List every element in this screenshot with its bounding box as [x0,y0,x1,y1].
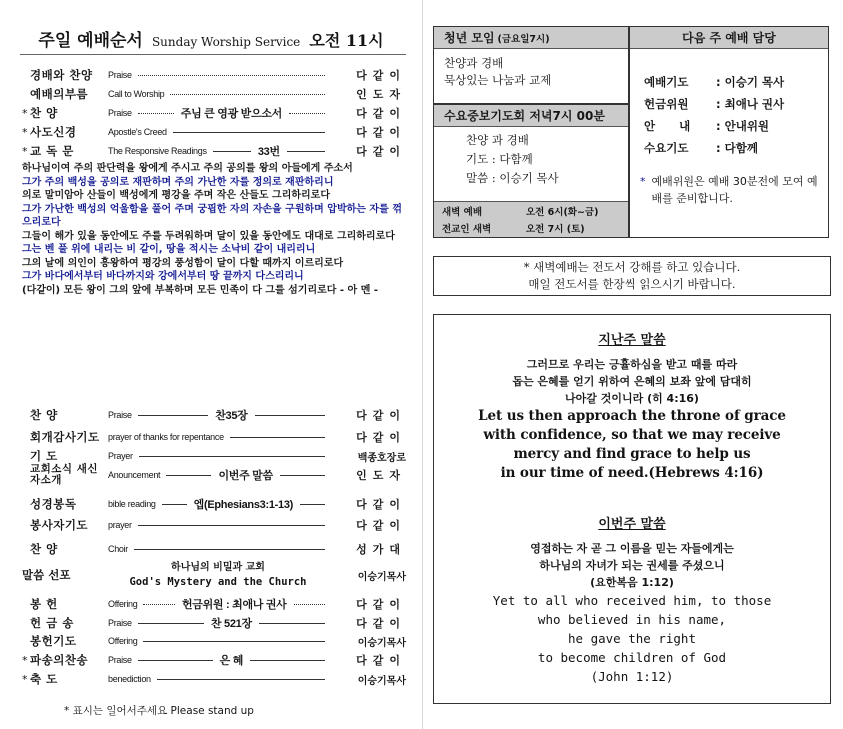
dawn-time: 오전 7시 (토) [526,223,585,235]
prayer-title: 수요중보기도회 저녁7시 00분 [434,105,628,127]
youth-line: 묵상있는 나눔과 교제 [444,73,552,87]
duty-item: 예배기도 : 이승기 목사 [644,75,785,89]
youth-meeting-box [433,26,629,104]
order-row [22,85,406,103]
order-row [22,142,406,160]
order-detail [108,432,328,442]
notice-line: 매일 전도서를 한장씩 읽으시기 바랍니다. [528,277,736,291]
order-detail [108,407,328,423]
sermon-title-ko: 하나님의 비밀과 교회 [171,562,265,573]
order-leader: 다같이 [356,69,406,82]
title-time: 오전 11시 [309,31,384,50]
title-divider [20,54,406,55]
order-leader: 다같이 [356,519,406,532]
order-english: prayer [108,520,132,530]
order-row [22,516,406,534]
order-row [22,540,406,558]
order-detail [108,615,328,631]
order-detail [108,544,328,554]
order-leader: 인도자 [356,469,406,482]
order-korean: 33번 [257,146,280,158]
verse-box [433,314,831,704]
order-row [22,104,406,122]
order-label: 헌 금 송 [30,616,74,630]
order-detail [108,467,328,483]
order-detail [108,451,328,461]
order-label: 봉사자기도 [30,518,89,532]
order-detail [108,520,328,530]
order-english: Call to Worship [108,89,165,99]
order-english: Praise [108,108,132,118]
order-leader: 다같이 [356,107,406,120]
order-leader: 다같이 [356,145,406,158]
youth-header [434,27,628,49]
duty-list [630,49,828,159]
order-detail [108,105,328,121]
order-row [22,632,406,650]
reading-verse: 그가 바다에서부터 바다까지와 강에서부터 땅 끝까지 다스리리니 [22,271,304,282]
order-leader: 다같이 [356,598,406,611]
title-en: Sunday Worship Service [151,35,301,49]
responsive-reading [22,162,406,297]
order-leader: 인도자 [356,88,406,101]
order-label: 사도신경 [30,125,77,139]
order-row [22,406,406,424]
order-english: bible reading [108,499,156,509]
order-label: 찬 양 [30,408,58,422]
dawn-label: 새벽 예배 [442,206,483,218]
order-korean: 찬35장 [215,410,248,422]
sermon-row [22,559,406,591]
duty-title: 다음 주 예배 담당 [630,27,828,49]
duty-item: 수요기도 : 다함께 [644,141,758,155]
youth-line: 찬양과 경배 [444,56,504,70]
order-english: Praise [108,410,132,420]
order-label: 축 도 [30,672,58,686]
order-detail [108,127,328,137]
last-week-title: 지난주 말씀 [598,333,666,348]
last-week-verse: 지난주 말씀 그러므로 우리는 긍휼하심을 받고 때를 따라 돕는 은혜를 얻기 위하여 은혜의 보좌 앞에 담대히 나아갈 것이니라 (히 4:16) Let us then approach the throne of grace with confidence, so that we may receive mercy and find grace to help us in our time of need.(Hebrews 4:16) [434,329,830,483]
reading-verse: 그가 가난한 백성의 억울함을 풀어 주며 궁핍한 자의 자손을 구원하며 압박하는 자를 꺾으리로다 [22,203,402,228]
reading-verse: (다같이) 모든 왕이 그의 앞에 부복하며 모든 민족이 다 그를 섬기리로다 - 아 멘 - [22,284,378,296]
order-english: benediction [108,674,151,684]
order-label: 성경봉독 [30,497,77,511]
order-label: 예배의부름 [30,87,89,101]
order-label: 회개감사기도 [30,430,100,444]
order-korean: 이번주 말씀 [218,470,273,482]
order-korean: 헌금위원 : 최애나 권사 [181,599,287,611]
order-label: 파송의찬송 [30,653,89,667]
order-english: Offering [108,636,138,646]
sermon-leader: 이승기목사 [357,571,406,583]
reading-verse: 그의 날에 의인이 흥왕하여 평강의 풍성함이 달이 다할 때까지 이르리로다 [22,257,344,269]
reading-verse: 그는 벤 풀 위에 내리는 비 같이, 땅을 적시는 소낙비 같이 내리리니 [22,244,316,255]
dawn-service-strip [434,201,628,237]
order-english: Offering [108,599,138,609]
order-row [22,614,406,632]
order-row [22,595,406,613]
order-row [22,670,406,688]
order-row [22,123,406,141]
order-english: Choir [108,544,129,554]
order-detail [108,596,328,612]
duty-item: 안 내 : 안내위원 [644,119,770,133]
order-leader: 다같이 [356,126,406,139]
order-label: 교 독 문 [30,144,74,158]
order-english: Praise [108,655,132,665]
sermon-title [108,561,328,589]
order-label: 봉 헌 [30,597,58,611]
order-leader: 다같이 [356,431,406,444]
dawn-row [434,219,628,236]
order-english: Prayer [108,451,133,461]
order-label: 봉헌기도 [30,634,77,648]
order-english: prayer of thanks for repentance [108,432,224,442]
stand-note: * 표시는 일어서주세요 Please stand up [64,705,254,717]
stand-marker: * [22,125,28,139]
order-korean: 찬 521장 [210,618,252,630]
order-leader: 다같이 [356,498,406,511]
youth-time: (금요일7시) [497,33,550,45]
right-page [422,0,843,729]
order-korean: 엡(Ephesians3:1-13) [193,499,294,511]
order-korean: 은 혜 [219,655,244,667]
order-leader: 다같이 [356,409,406,422]
prayer-line: 말씀 : 이승기 목사 [466,171,559,185]
stand-marker: * [22,653,28,667]
order-row [22,495,406,513]
dawn-notice-box [433,256,831,296]
youth-title: 청년 모임 [444,31,495,45]
order-row [22,651,406,669]
this-week-verse: 이번주 말씀 영접하는 자 곧 그 이름을 믿는 자들에게는 하나님의 자녀가 되는 권세를 주셨으니 (요한복음 1:12) Yet to all who received him, to those who believed in his name, he gave the right to become children of God (John 1:12) [434,513,830,686]
order-label: 경배와 찬양 [30,68,93,82]
dawn-time: 오전 6시(화~금) [526,206,599,218]
order-label: 교회소식 새신자소개 [30,463,99,486]
prayer-line: 찬양 과 경배 [466,133,529,147]
order-leader: 다같이 [356,654,406,667]
duty-item: 헌금위원 : 최애나 권사 [644,97,785,111]
order-detail [108,143,328,159]
order-detail [108,70,328,80]
order-english: Anouncement [108,470,161,480]
order-detail [108,89,328,99]
notice-line: * 새벽예배는 전도서 강해를 하고 있습니다. [523,260,741,274]
order-label: 찬 양 [30,106,58,120]
order-leader: 이승기목사 [357,675,406,687]
sermon-label: 말씀 선포 [22,568,71,582]
order-row [22,66,406,84]
order-label: 기 도 [30,449,58,463]
order-title [0,26,422,51]
order-detail [108,636,328,646]
dawn-row [434,202,628,219]
order-row [22,428,406,446]
order-leader: 백종호장로 [357,452,406,464]
next-week-duty-box [629,26,829,238]
dawn-label: 전교인 새벽 [442,223,492,235]
order-korean: 주님 큰 영광 받으소서 [180,108,282,120]
title-ko: 주일 예배순서 [38,31,143,51]
order-row [22,463,406,486]
order-leader: 다같이 [356,617,406,630]
reading-verse: 의로 말미암아 산들이 백성에게 평강을 주며 작은 산들도 그리하리로다 [22,190,330,201]
order-detail [108,652,328,668]
order-detail [108,674,328,684]
sermon-title-en: God's Mystery and the Church [129,576,307,588]
order-leader: 이승기목사 [357,637,406,649]
youth-body [434,49,628,95]
prayer-body [434,127,628,188]
stand-marker: * [22,106,28,120]
prayer-line: 기도 : 다함께 [466,152,533,166]
order-detail [108,496,328,512]
this-week-title: 이번주 말씀 [598,517,666,532]
reading-verse: 그가 주의 백성을 공의로 재판하며 주의 가난한 자를 정의로 재판하리니 [22,176,334,188]
order-english: Praise [108,70,132,80]
stand-marker: * [22,144,28,158]
order-english: The Responsive Readings [108,146,207,156]
order-english: Praise [108,618,132,628]
reading-verse: 하나님이여 주의 판단력을 왕에게 주시고 주의 공의를 왕의 아들에게 주소서 [22,163,353,174]
reading-verse: 그들이 해가 있을 동안에도 주를 두려워하며 달이 있을 동안에도 대대로 그리하리로다 [22,230,395,242]
duty-note: * 예배위원은 예배 30분전에 모여 예배를 준비합니다. [640,175,818,205]
order-english: Apostle's Creed [108,127,167,137]
order-leader: 성가대 [356,543,406,556]
wednesday-prayer-box [433,104,629,238]
order-label: 찬 양 [30,542,58,556]
stand-marker: * [22,672,28,686]
